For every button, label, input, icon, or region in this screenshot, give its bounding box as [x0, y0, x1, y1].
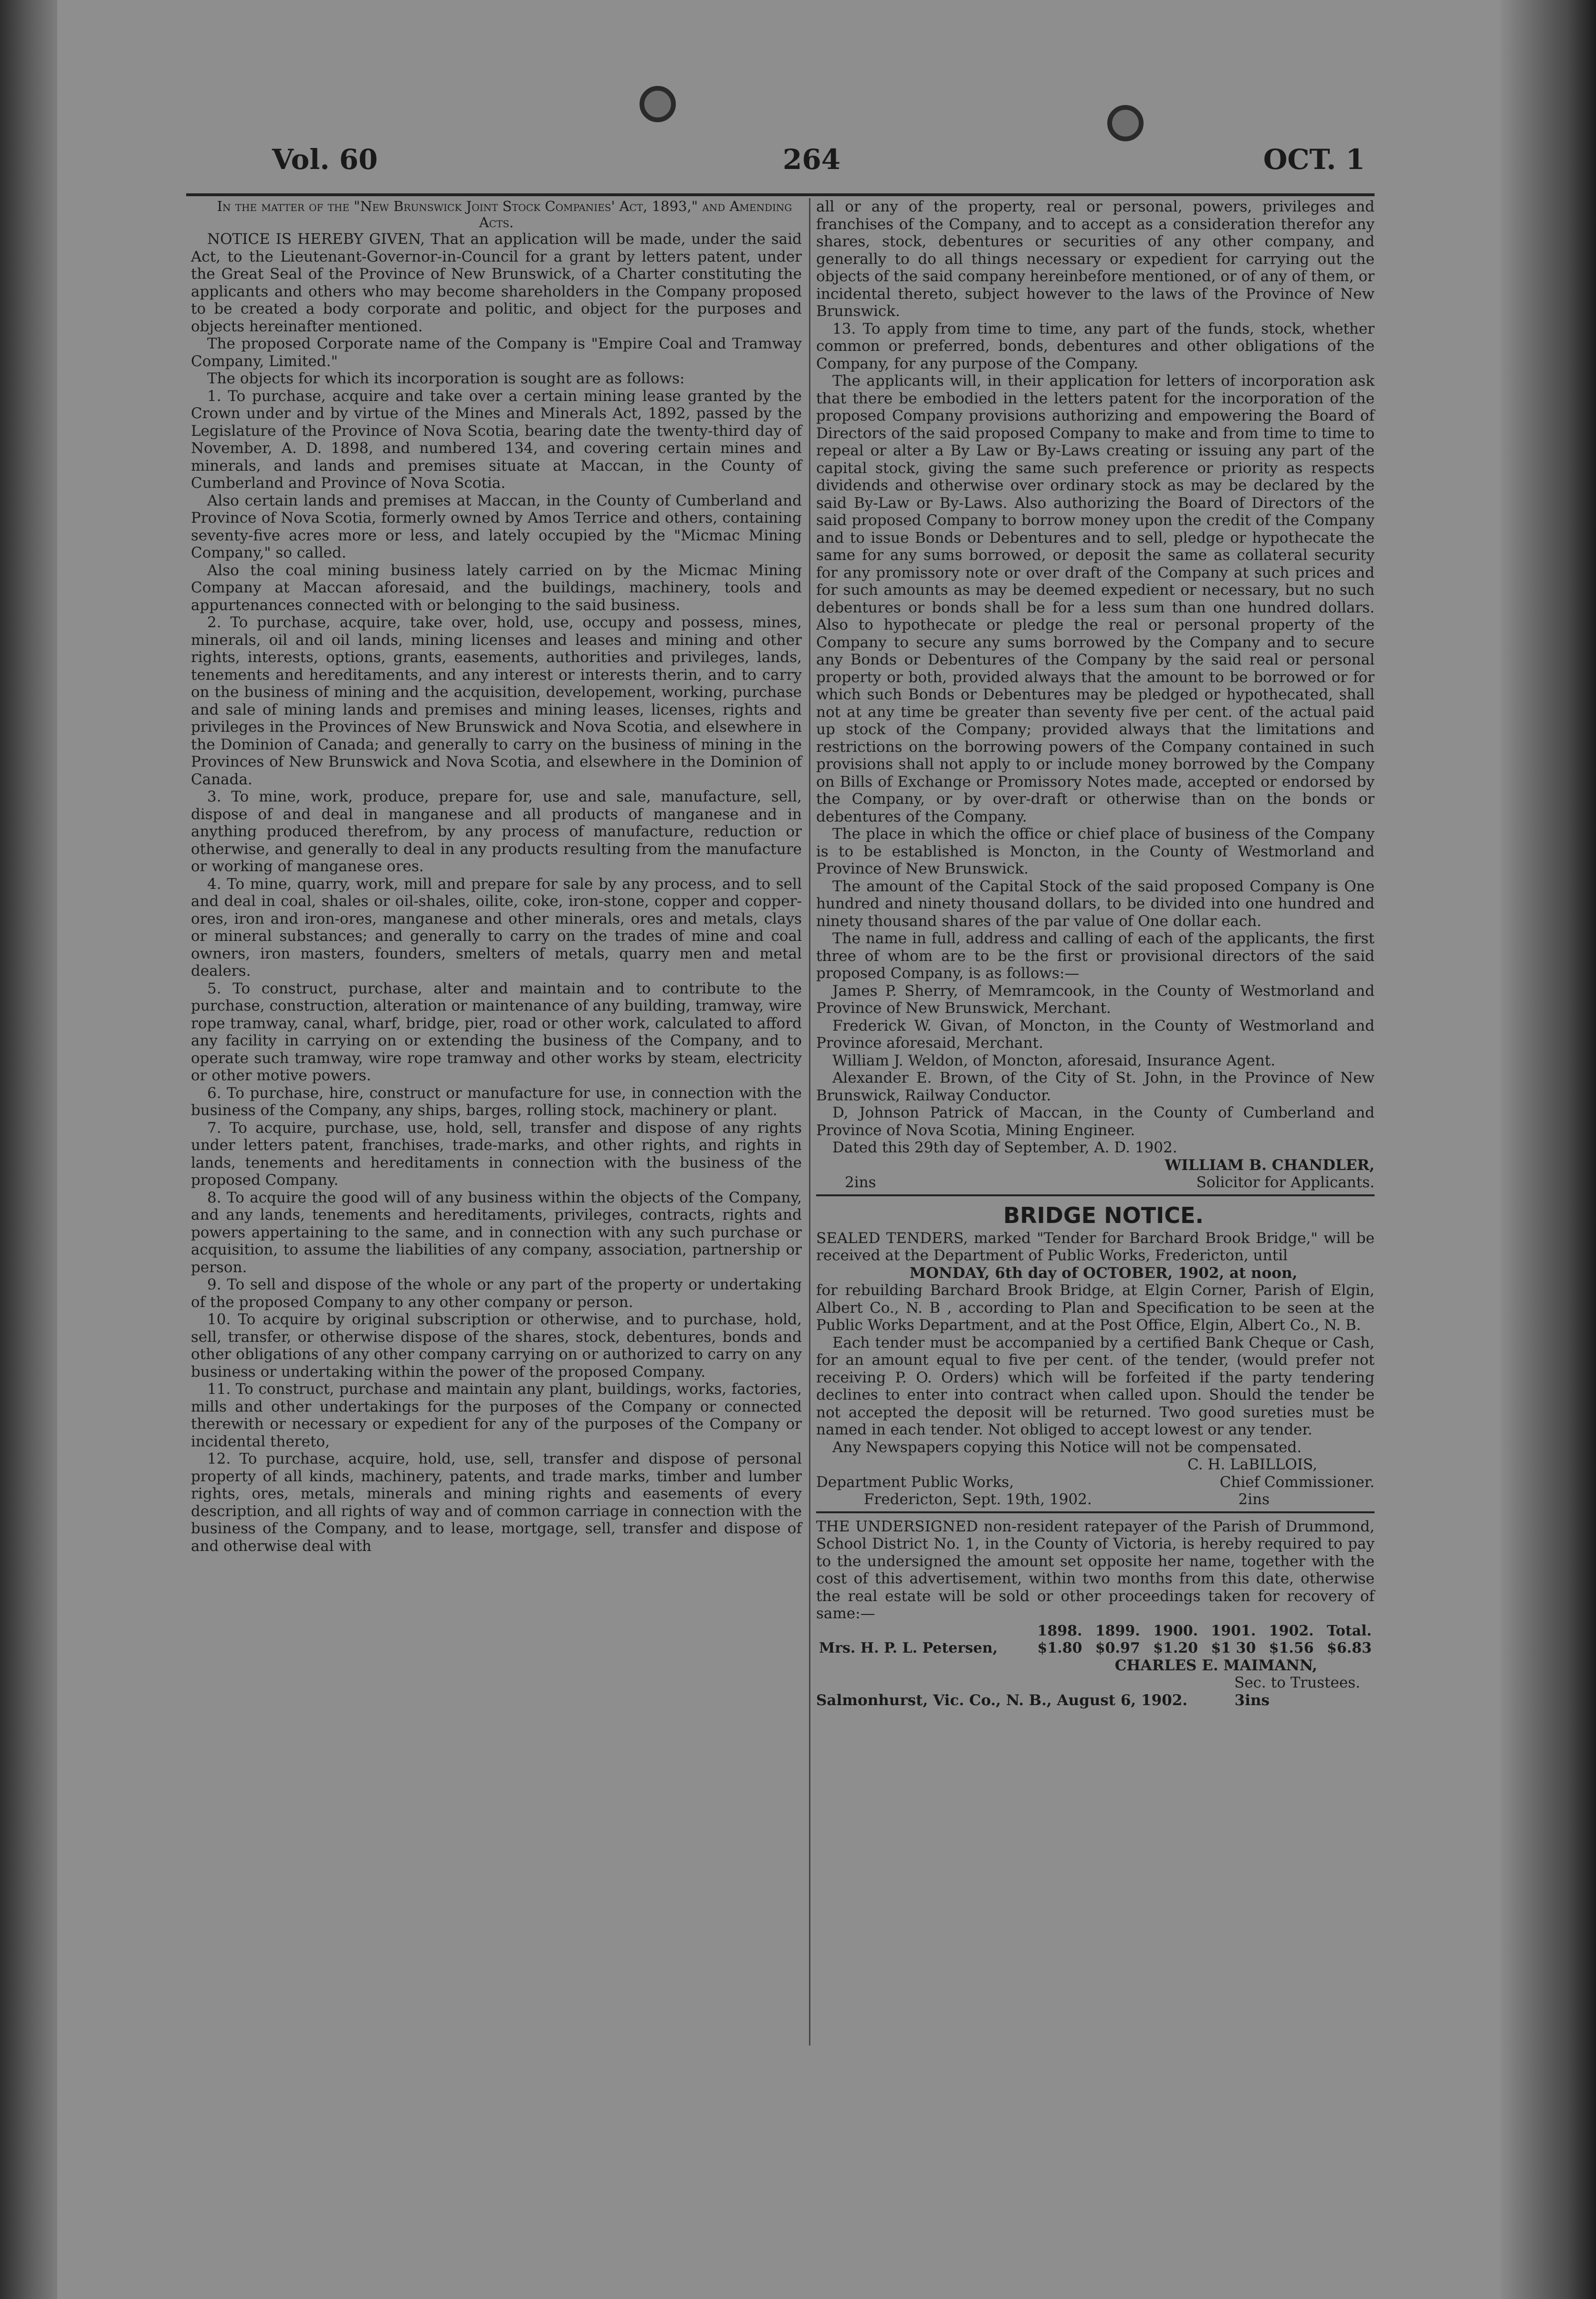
paragraph: The applicants will, in their application for letters of incorporation ask that there be embodied in the letters patent for the incorporation of the proposed Company provisions authorizing and empowering the Board of Directors of the said proposed Company to make and from time to time to repeal or alter a By Law or By-Laws creating or issuing any part of the capital stock, giving the same such preference or priority as respects dividends and otherwise over ordinary stock as may be declared by the said By-Law or By-Laws. Also authorizing the Board of Directors of the said proposed Company to borrow money upon the credit of the Company and to issue Bonds or Debentures and to sell, pledge or hypothecate the same for any sums borrowed, or deposit the same as collateral security for any promissory note or over draft of the Company at such prices and for such amounts as may be deemed expedient or necessary, but no such debentures or bonds shall be for a less sum than one hundred dollars. Also to hypothecate or pledge the real or personal property of the Company to secure any sums borrowed by the Company and to secure any Bonds or Debentures of the Company by the said real or personal property or both, provided always that the amount to be borrowed or for which such Bonds or Debentures may be pledged or hypothecated, shall not at any time be greater than seventy five per cent. of the actual paid up stock of the Company; provided always that the limitations and restrictions on the borrowing powers of the Company contained in such provisions shall not apply to or include money borrowed by the Company on Bills of Exchange or Promissory Notes made, accepted or endorsed by the Company, or by over-draft or otherwise than on the bonds or debentures of the Company.	[816, 372, 1375, 825]
paragraph: Each tender must be accompanied by a certified Bank Cheque or Cash, for an amount equal to five per cent. of the tender, (would prefer not receiving P. O. Orders) which will be forfeited if the party tendering declines to enter into contract when called upon. Should the tender be not accepted the deposit will be returned. Two good sureties must be named in each tender. Not obliged to accept lowest or any tender.	[816, 1334, 1375, 1438]
table-header-cell: 1900.	[1153, 1622, 1198, 1639]
tender-deadline: MONDAY, 6th day of OCTOBER, 1902, at noon,	[909, 1264, 1298, 1282]
left-column	[191, 198, 802, 1555]
table-cell: $1.56	[1269, 1639, 1314, 1656]
dated-line: Dated this 29th day of September, A. D. 1902.	[832, 1139, 1177, 1156]
paragraph: The place in which the office or chief place of business of the Company is to be established is Moncton, in the County of Westmorland and Province of New Brunswick.	[816, 825, 1375, 877]
volume-label: Vol. 60	[272, 143, 378, 176]
notice-heading: In the matter of the "New Brunswick Joint Stock Companies' Act, 1893," and Amending Acts.	[217, 198, 792, 231]
table-header-row	[816, 1623, 1375, 1640]
bridge-notice-title: BRIDGE NOTICE.	[1003, 1202, 1204, 1228]
paragraph: 10. To acquire by original subscription or otherwise, and to purchase, hold, sell, transfer, or otherwise dispose of the shares, stock, debentures, bonds and other obligations of any other company carrying on or authorized to carry on any business or undertaking within the power of the proposed Company.	[191, 1311, 802, 1381]
table-cell: $0.97	[1095, 1639, 1140, 1656]
section-rule	[816, 1511, 1375, 1513]
paragraph: SEALED TENDERS, marked "Tender for Barchard Brook Bridge," will be received at the Department of Public Works, Fredericton, until	[816, 1229, 1375, 1264]
page-binding	[0, 0, 57, 2299]
paragraph: 6. To purchase, hire, construct or manufacture for use, in connection with the business of the Company, any ships, barges, rolling stock, machinery or plant.	[191, 1084, 802, 1119]
page-header	[267, 143, 1365, 191]
paragraph: for rebuilding Barchard Brook Bridge, at Elgin Corner, Parish of Elgin, Albert Co., N. B , according to Plan and Specification to be seen at the Public Works Department, and at the Post Office, Elgin, Albert Co., N. B.	[816, 1282, 1375, 1334]
applicant-entry: William J. Weldon, of Moncton, aforesaid, Insurance Agent.	[832, 1052, 1276, 1069]
punch-hole-icon	[640, 86, 676, 122]
insertion-count: 3ins	[1234, 1691, 1270, 1709]
insertion-count: 2ins	[845, 1174, 876, 1191]
table-cell: $1 30	[1211, 1639, 1256, 1656]
punch-hole-icon	[1107, 105, 1144, 141]
applicant-entry: Alexander E. Brown, of the City of St. John, in the Province of New Brunswick, Railway Conductor.	[816, 1069, 1375, 1104]
paragraph: Also the coal mining business lately carried on by the Micmac Mining Company at Maccan aforesaid, and the buildings, machinery, tools and appurtenances connected with or belonging to the said business.	[191, 561, 802, 614]
table-cell: $6.83	[1327, 1639, 1372, 1656]
tax-table	[816, 1623, 1375, 1657]
table-cell: Mrs. H. P. L. Petersen,	[819, 1639, 998, 1656]
signature-title: Chief Commissioner.	[1219, 1473, 1375, 1491]
issue-date: OCT. 1	[1263, 143, 1365, 176]
paragraph: 8. To acquire the good will of any business within the objects of the Company, and any lands, tenements and hereditaments, privileges, contracts, rights and powers appertaining to the same, and in connection with any such purchase or acquisition, to assume the liabilities of any company, association, partnership or person.	[191, 1189, 802, 1276]
paragraph: 3. To mine, work, produce, prepare for, use and sale, manufacture, sell, dispose of and deal in manganese and all products of manganese and in anything produced therefrom, by any process of manufacture, reduction or otherwise, and generally to deal in any products resulting from the manufacture or working of manganese ores.	[191, 788, 802, 875]
applicant-entry: James P. Sherry, of Memramcook, in the County of Westmorland and Province of New Brunswick, Merchant.	[816, 982, 1375, 1017]
table-header-cell	[816, 1623, 1027, 1640]
signature-row	[816, 1474, 1375, 1491]
signature-name: CHARLES E. MAIMANN,	[1114, 1656, 1317, 1674]
paragraph: The objects for which its incorporation is sought are as follows:	[207, 370, 685, 387]
header-rule	[186, 193, 1375, 196]
paragraph: The proposed Corporate name of the Company is "Empire Coal and Tramway Company, Limited."	[191, 335, 802, 370]
paragraph: all or any of the property, real or personal, powers, privileges and franchises of the Company, and to accept as a consideration therefor any shares, stock, debentures or securities of any other company, and generally to do all things necessary or expedient for carrying out the objects of the said company hereinbefore mentioned, or of any of them, or incidental thereto, subject however to the laws of the Province of New Brunswick.	[816, 198, 1375, 320]
table-header-cell: 1902.	[1269, 1622, 1314, 1639]
paragraph: 2. To purchase, acquire, take over, hold, use, occupy and possess, mines, minerals, oil and oil lands, mining licenses and leases and mining and other rights, interests, options, grants, easements, authorities and privileges, lands, tenements and hereditaments, and any interest or interests therin, and to carry on the business of mining and the acquisition, developement, working, purchase and sale of mining lands and premises and mining leases, licenses, rights and privileges in the Provinces of New Brunswick and Nova Scotia, and elsewhere in the Dominion of Canada; and generally to carry on the business of mining in the Provinces of New Brunswick and Nova Scotia, and elsewhere in the Dominion of Canada.	[191, 614, 802, 788]
paragraph: 7. To acquire, purchase, use, hold, sell, transfer and dispose of any rights under letters patent, franchises, trade-marks, and other rights, and rights in lands, tenements and hereditaments in connection with the business of the proposed Company.	[191, 1119, 802, 1189]
signature-row	[816, 1692, 1375, 1709]
signature-title: Solicitor for Applicants.	[1196, 1174, 1375, 1191]
signature-name: C. H. LaBILLOIS,	[1187, 1456, 1317, 1473]
table-header-cell: Total.	[1326, 1622, 1372, 1639]
signature-name: WILLIAM B. CHANDLER,	[1165, 1156, 1375, 1174]
table-cell: $1.20	[1153, 1639, 1198, 1656]
paragraph: 4. To mine, quarry, work, mill and prepare for sale by any process, and to sell and deal in coal, shales or oil-shales, oilite, coke, iron-stone, copper and copper-ores, iron and iron-ores, manganese and other minerals, ores and metals, clays or mineral substances; and generally to carry on the trades of mine and coal owners, iron masters, founders, smelters of metals, quarry men and metal dealers.	[191, 875, 802, 980]
applicant-entry: D, Johnson Patrick of Maccan, in the County of Cumberland and Province of Nova Scotia, Mining Engineer.	[816, 1104, 1375, 1139]
table-header-cell: 1901.	[1211, 1622, 1256, 1639]
signature-row	[816, 1174, 1375, 1192]
applicant-entry: Frederick W. Givan, of Moncton, in the County of Westmorland and Province aforesaid, Merchant.	[816, 1017, 1375, 1052]
paragraph: Any Newspapers copying this Notice will not be compensated.	[832, 1438, 1302, 1456]
paragraph: NOTICE IS HEREBY GIVEN, That an application will be made, under the said Act, to the Lieutenant-Governor-in-Council for a grant by letters patent, under the Great Seal of the Province of New Brunswick, of a Charter constituting the applicants and others who may become shareholders in the Company proposed to be created a body corporate and politic, and object for the purposes and objects hereinafter mentioned.	[191, 231, 802, 335]
paragraph: 11. To construct, purchase and maintain any plant, buildings, works, factories, mills and other undertakings for the purposes of the Company or connected therewith or necessary or expedient for any of the purposes of the Company or incidental thereto,	[191, 1381, 802, 1450]
paragraph: 13. To apply from time to time, any part of the funds, stock, whether common or preferred, bonds, debentures and other obligations of the Company, for any purpose of the Company.	[816, 320, 1375, 372]
signature-row	[816, 1491, 1375, 1508]
paragraph: 5. To construct, purchase, alter and maintain and to contribute to the purchase, construction, alteration or maintenance of any building, tramway, wire rope tramway, canal, wharf, bridge, pier, road or other work, calculated to afford any facility in carrying on or extending the business of the Company, and to operate such tramway, wire rope tramway and other works by steam, electricity or other motive powers.	[191, 980, 802, 1084]
table-row	[816, 1640, 1375, 1657]
paragraph: 1. To purchase, acquire and take over a certain mining lease granted by the Crown under and by virtue of the Mines and Minerals Act, 1892, passed by the Legislature of the Province of Nova Scotia, bearing date the twenty-third day of November, A. D. 1898, and numbered 134, and covering certain mines and minerals, and lands and premises situate at Maccan, in the County of Cumberland and Province of Nova Scotia.	[191, 387, 802, 492]
page-number: 264	[783, 143, 841, 176]
insertion-count: 2ins	[1238, 1491, 1270, 1508]
paragraph: The name in full, address and calling of each of the applicants, the first three of whom are to be the first or provisional directors of the said proposed Company, is as follows:—	[816, 930, 1375, 982]
section-rule	[816, 1194, 1375, 1196]
column-divider	[809, 198, 810, 2046]
paragraph: THE UNDERSIGNED non-resident ratepayer of the Parish of Drummond, School District No. 1, in the County of Victoria, is hereby required to pay to the undersigned the amount set opposite her name, together with the cost of this advertisement, within two months from this date, otherwise the real estate will be sold or other proceedings taken for recovery of same:—	[816, 1518, 1375, 1622]
page-edge-shadow	[1501, 0, 1596, 2299]
paragraph: Also certain lands and premises at Maccan, in the County of Cumberland and Province of Nova Scotia, formerly owned by Amos Terrice and others, containing seventy-five acres more or less, and lately occupied by the "Micmac Mining Company," so called.	[191, 492, 802, 561]
paragraph: The amount of the Capital Stock of the said proposed Company is One hundred and ninety thousand dollars, to be divided into one hundred and ninety thousand shares of the par value of One dollar each.	[816, 877, 1375, 930]
paragraph: 12. To purchase, acquire, hold, use, sell, transfer and dispose of personal property of all kinds, machinery, patents, and trade marks, timber and lumber rights, ores, metals, minerals and mining rights and easements of every description, and all rights of way and of common carriage in connection with the business of the Company, and to lease, mortgage, sell, transfer and dispose of and otherwise deal with	[191, 1450, 802, 1555]
signature-title: Sec. to Trustees.	[1234, 1674, 1360, 1691]
right-column	[816, 198, 1375, 1709]
paragraph: 9. To sell and dispose of the whole or any part of the property or undertaking of the proposed Company to any other company or person.	[191, 1276, 802, 1311]
table-cell: $1.80	[1037, 1639, 1082, 1656]
signature-dept: Department Public Works,	[816, 1473, 1014, 1491]
signature-place: Salmonhurst, Vic. Co., N. B., August 6, 1902.	[816, 1691, 1188, 1709]
table-header-cell: 1898.	[1037, 1622, 1082, 1639]
signature-place: Fredericton, Sept. 19th, 1902.	[864, 1491, 1092, 1508]
table-header-cell: 1899.	[1095, 1622, 1140, 1639]
